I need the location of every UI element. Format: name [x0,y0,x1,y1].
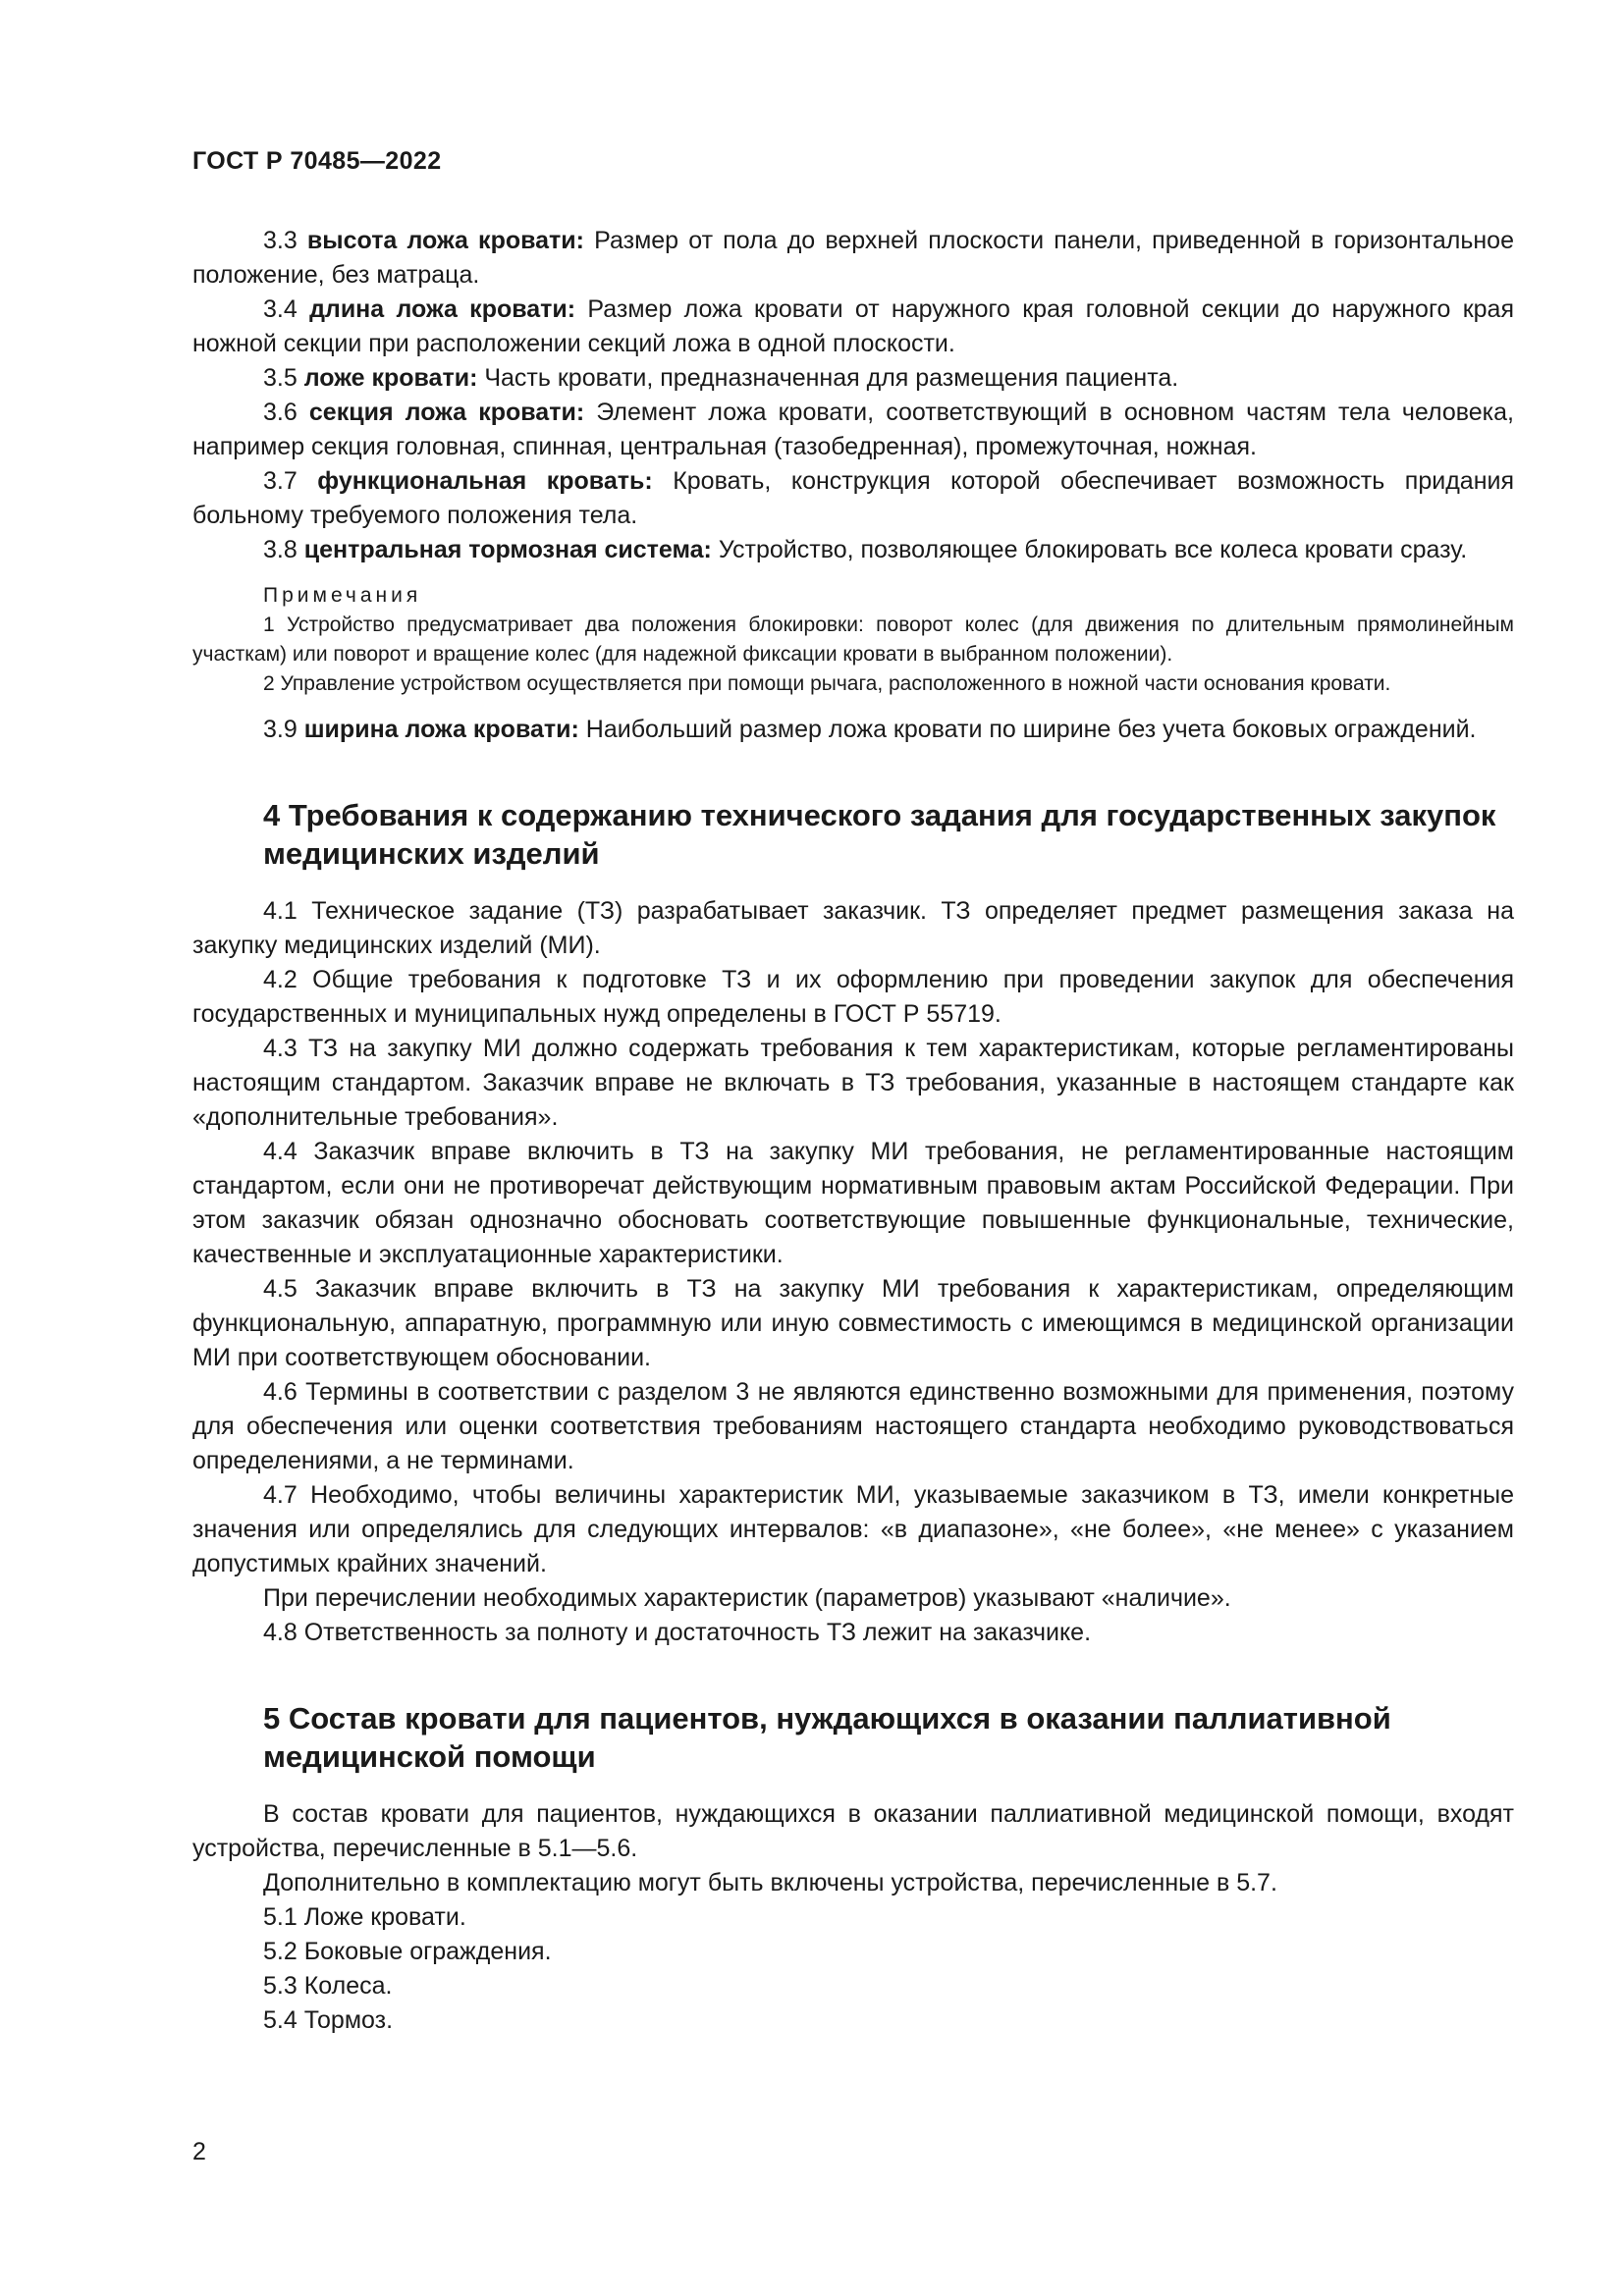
section-5-additional: Дополнительно в комплектацию могут быть включены устройства, перечисленные в 5.7. [263,1869,1277,1896]
term-definition: Часть кровати, предназначенная для размещения пациента. [484,364,1179,392]
term-name: ложе кровати: [303,364,478,392]
clause-4-8: 4.8 Ответственность за полноту и достаточность ТЗ лежит на заказчике. [263,1619,1092,1646]
section-5-heading: 5 Состав кровати для пациентов, нуждающихся в оказании паллиативной медицинской помощи [263,1701,1391,1774]
clause-4-1: 4.1 Техническое задание (ТЗ) разрабатывает заказчик. ТЗ определяет предмет размещения заказа на закупку медицинских изделий (МИ). [192,897,1514,959]
term-name: функциональная кровать: [317,467,653,495]
standard-header: ГОСТ Р 70485—2022 [192,147,442,175]
term-number: 3.3 [263,227,298,254]
term-number: 3.8 [263,536,298,563]
clause-4-5: 4.5 Заказчик вправе включить в ТЗ на закупку МИ требования к характеристикам, определяющим функциональную, аппаратную, программную или иную совместимость с имеющимся в медицинской организации МИ при соответствующем обосновании. [192,1275,1514,1371]
term-3-4 [192,293,1514,361]
term-name: секция ложа кровати: [308,399,585,426]
term-3-9 [192,713,1514,747]
term-3-5 [192,361,1514,396]
clause-4-2: 4.2 Общие требования к подготовке ТЗ и их оформлению при проведении закупок для обеспечения государственных и муниципальных нужд определены в ГОСТ Р 55719. [192,966,1514,1028]
list-item: 5.1 Ложе кровати. [263,1903,466,1931]
section-5-intro: В состав кровати для пациентов, нуждающихся в оказании паллиативной медицинской помощи, входят устройства, перечисленные в 5.1—5.6. [192,1800,1514,1862]
document-body [192,224,1514,2038]
term-definition: Кровать, конструкция которой обеспечивает возможность придания больному требуемого положения тела. [192,467,1515,529]
term-number: 3.7 [263,467,298,495]
notes-title: Примечания [263,584,422,607]
clause-4-6: 4.6 Термины в соответствии с разделом 3 не являются единственно возможными для применения, поэтому для обеспечения или оценки соответствия требованиям настоящего стандарта необходимо руководствоваться определениями, а не терминами. [192,1378,1514,1474]
term-name: длина ложа кровати: [309,295,576,323]
term-name: центральная тормозная система: [303,536,712,563]
note-item: 1 Устройство предусматривает два положения блокировки: поворот колес (для движения по длительным прямолинейным участкам) или поворот и вращение колес (для надежной фиксации кровати в выбранном положении). [192,614,1514,666]
list-item: 5.3 Колеса. [263,1972,393,2000]
clause-4-4: 4.4 Заказчик вправе включить в ТЗ на закупку МИ требования, не регламентированные настоящим стандартом, если они не противоречат действующим нормативным правовым актам Российской Федерации. При этом заказчик обязан однозначно обосновать соответствующие повышенные функциональные, технические, качественные и эксплуатационные характеристики. [192,1138,1514,1268]
term-name: высота ложа кровати: [306,227,584,254]
term-3-7 [192,464,1514,533]
section-4-heading: 4 Требования к содержанию технического задания для государственных закупок медицинских изделий [263,798,1496,871]
term-3-3 [192,224,1514,293]
term-definition: Наибольший размер ложа кровати по ширине без учета боковых ограждений. [585,716,1477,743]
clause-4-3: 4.3 ТЗ на закупку МИ должно содержать требования к тем характеристикам, которые регламентированы настоящим стандартом. Заказчик вправе не включать в ТЗ требования, указанные в настоящем стандарте как «дополнительные требования». [192,1035,1514,1131]
term-number: 3.4 [263,295,298,323]
term-number: 3.6 [263,399,298,426]
term-name: ширина ложа кровати: [303,716,579,743]
clause-4-7: 4.7 Необходимо, чтобы величины характеристик МИ, указываемые заказчиком в ТЗ, имели конкретные значения или определялись для следующих интервалов: «в диапазоне», «не более», «не менее» с указанием допустимых крайних значений. [192,1481,1514,1577]
clause-4-7-note: При перечислении необходимых характеристик (параметров) указывают «наличие». [263,1584,1231,1612]
term-definition: Устройство, позволяющее блокировать все колеса кровати сразу. [718,536,1468,563]
list-item: 5.2 Боковые ограждения. [263,1938,552,1965]
term-3-6 [192,396,1514,464]
term-number: 3.9 [263,716,298,743]
term-definition: Размер от пола до верхней плоскости панели, приведенной в горизонтальное положение, без матраца. [192,227,1514,289]
note-item: 2 Управление устройством осуществляется при помощи рычага, расположенного в ножной части основания кровати. [263,672,1391,695]
term-definition: Размер ложа кровати от наружного края головной секции до наружного края ножной секции при расположении секций ложа в одной плоскости. [192,295,1514,357]
term-number: 3.5 [263,364,298,392]
page-number: 2 [192,2138,206,2165]
term-definition: Элемент ложа кровати, соответствующий в основном частям тела человека, например секция головная, спинная, центральная (тазобедренная), промежуточная, ножная. [192,399,1514,460]
list-item: 5.4 Тормоз. [263,2006,394,2034]
term-3-8 [192,533,1514,567]
